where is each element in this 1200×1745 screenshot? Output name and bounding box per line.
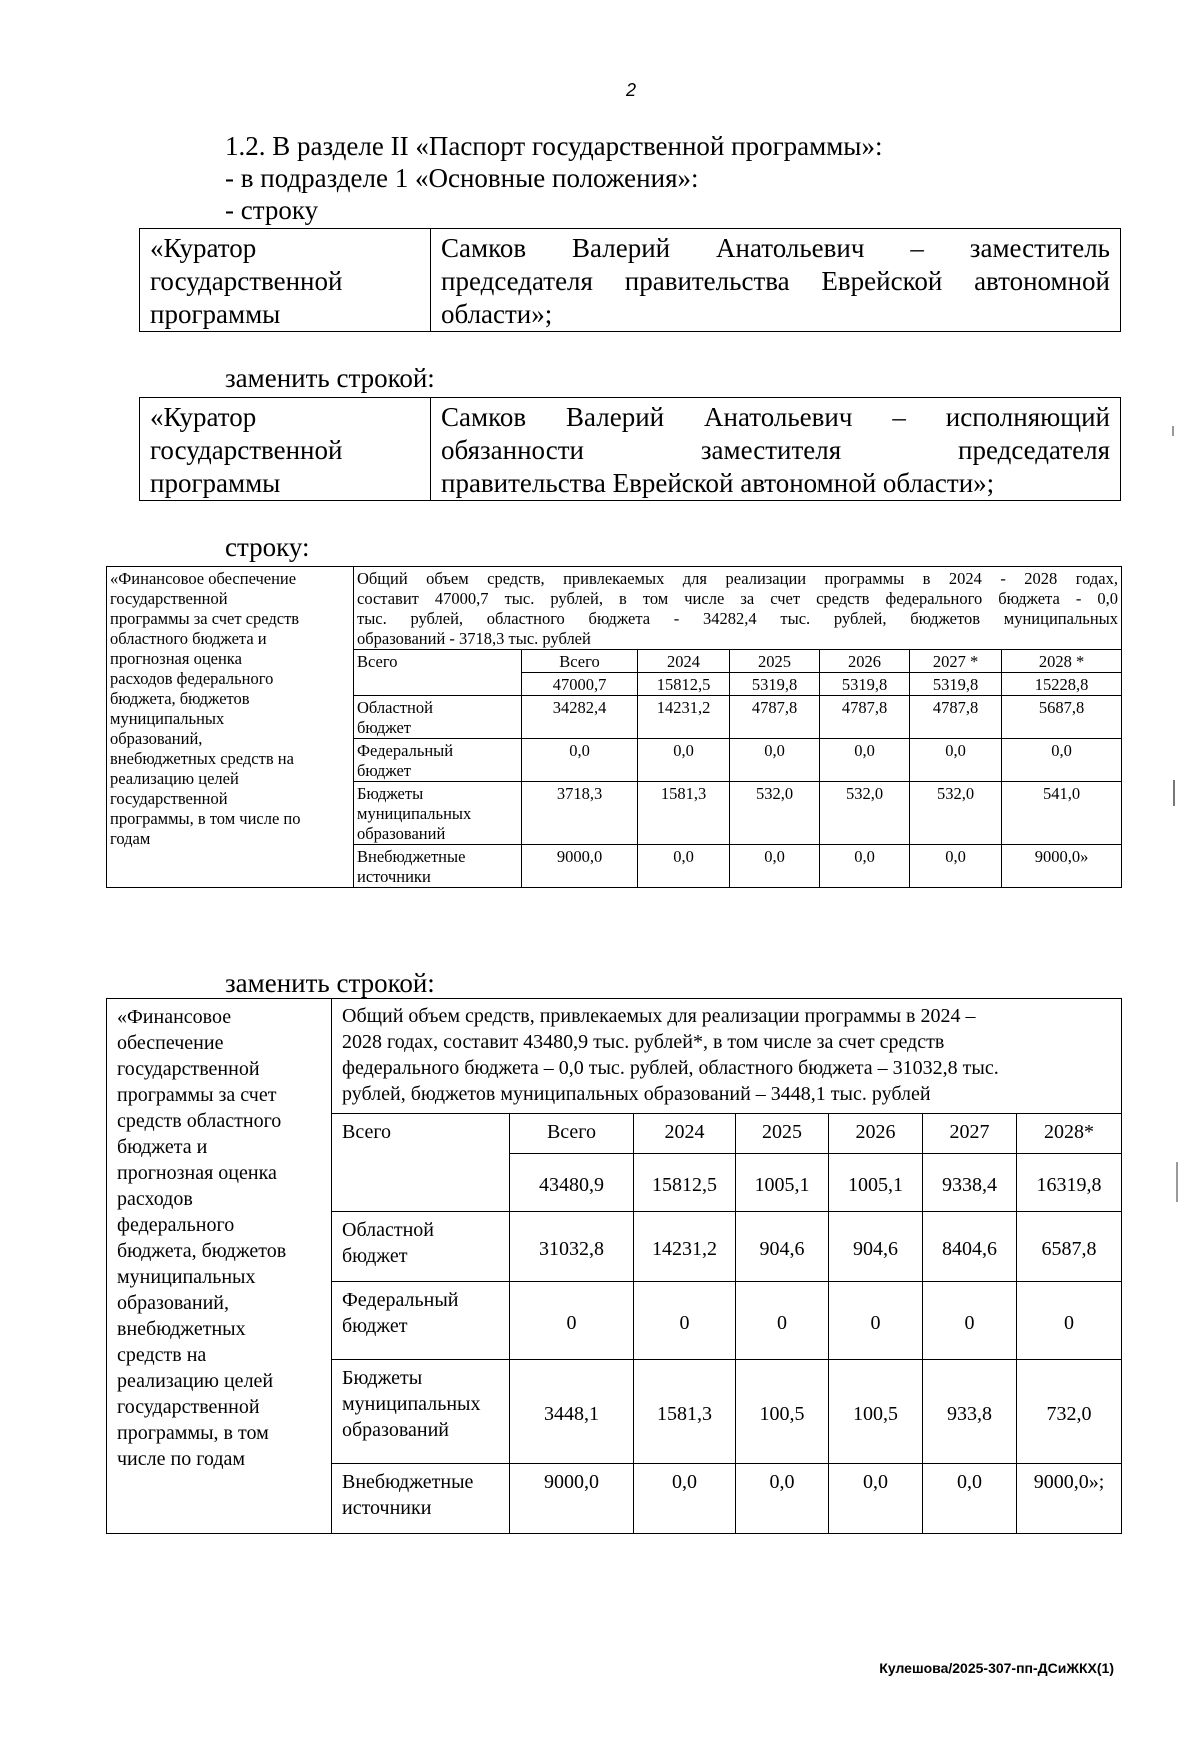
header-cell: 2027	[923, 1114, 1017, 1154]
value-cell: 0	[923, 1282, 1017, 1360]
row-label-cell: Областной бюджет	[332, 1212, 510, 1282]
page-number: 2	[626, 80, 637, 100]
value-cell: 1005,1	[736, 1154, 829, 1212]
row-label-cell: Федеральный бюджет	[354, 739, 522, 782]
header-cell: 2025	[730, 650, 820, 673]
header-cell: Всего	[332, 1114, 510, 1212]
value-cell: 3448,1	[510, 1360, 634, 1464]
value-cell: 1005,1	[829, 1154, 923, 1212]
value-cell: 541,0	[1002, 782, 1122, 845]
value-cell: 0,0	[820, 845, 910, 888]
value-cell: 532,0	[820, 782, 910, 845]
scan-mark	[1173, 780, 1175, 806]
header-cell: Всего	[510, 1114, 634, 1154]
value-cell: 9000,0	[522, 845, 638, 888]
value-cell: 0,0	[730, 739, 820, 782]
value-cell: 15812,5	[638, 673, 730, 696]
intro-line-1: 1.2. В разделе II «Паспорт государственной программы»:	[225, 131, 883, 161]
value-cell: 3718,3	[522, 782, 638, 845]
curator-new-table	[139, 397, 1121, 501]
value-cell: 0,0	[820, 739, 910, 782]
value-cell: 5319,8	[730, 673, 820, 696]
value-cell: 4787,8	[730, 696, 820, 739]
value-cell: 31032,8	[510, 1212, 634, 1282]
value-cell: 0,0	[829, 1464, 923, 1534]
value-cell: 16319,8	[1017, 1154, 1122, 1212]
header-cell: Всего	[354, 650, 522, 696]
value-cell: 0	[736, 1282, 829, 1360]
value-cell: 1581,3	[638, 782, 730, 845]
finance-new-label: «Финансовое обеспечение государственной программы за счет средств областного бюджета и прогнозная оценка расходов федерального бюджета, бюджетов муниципальных образований, внебюджетных средств на реализацию целей государственной программы, в том числе по годам	[107, 999, 332, 1534]
curator-old-table	[139, 228, 1121, 332]
finance-new-table	[106, 998, 1122, 1534]
value-cell: 100,5	[736, 1360, 829, 1464]
value-cell: 15812,5	[634, 1154, 736, 1212]
header-cell: 2027 *	[910, 650, 1002, 673]
header-cell: 2028*	[1017, 1114, 1122, 1154]
value-cell: 9000,0	[510, 1464, 634, 1534]
header-cell: 2024	[634, 1114, 736, 1154]
value-cell: 0,0	[634, 1464, 736, 1534]
value-cell: 9000,0»	[1002, 845, 1122, 888]
value-cell: 47000,7	[522, 673, 638, 696]
value-cell: 0,0	[736, 1464, 829, 1534]
header-cell: 2026	[829, 1114, 923, 1154]
value-cell: 100,5	[829, 1360, 923, 1464]
row-label: строку:	[225, 532, 310, 562]
value-cell: 9000,0»;	[1017, 1464, 1122, 1534]
footer-reference: Кулешова/2025-307-пп-ДСиЖКХ(1)	[879, 1660, 1114, 1676]
value-cell: 4787,8	[820, 696, 910, 739]
row-label-cell: Бюджеты муниципальных образований	[332, 1360, 510, 1464]
value-cell: 8404,6	[923, 1212, 1017, 1282]
header-cell: 2026	[820, 650, 910, 673]
finance-old-summary: Общий объем средств, привлекаемых для реализации программы в 2024 - 2028 годах, составит 47000,7 тыс. рублей, в том числе за счет средств федерального бюджета - 0,0 тыс. рублей, областного бюджета - 34282,4 тыс. рублей, бюджетов муниципальных образований - 3718,3 тыс. рублей	[354, 567, 1122, 650]
value-cell: 0,0	[1002, 739, 1122, 782]
row-label-cell: Федеральный бюджет	[332, 1282, 510, 1360]
value-cell: 1581,3	[634, 1360, 736, 1464]
curator-new-label: «Куратор государственной программы	[140, 398, 431, 501]
value-cell: 5319,8	[820, 673, 910, 696]
replace-label-1: заменить строкой:	[225, 363, 435, 393]
value-cell: 732,0	[1017, 1360, 1122, 1464]
row-label-cell: Бюджеты муниципальных образований	[354, 782, 522, 845]
value-cell: 0,0	[638, 739, 730, 782]
finance-old-label: «Финансовое обеспечение государственной программы за счет средств областного бюджета и прогнозная оценка расходов федерального бюджета, бюджетов муниципальных образований, внебюджетных средств на реализацию целей государственной программы, в том числе по годам	[107, 567, 354, 888]
row-label-cell: Внебюджетные источники	[332, 1464, 510, 1534]
replace-label-2: заменить строкой:	[225, 968, 435, 998]
scan-mark	[1176, 1162, 1178, 1202]
value-cell: 0	[1017, 1282, 1122, 1360]
header-cell: 2024	[638, 650, 730, 673]
value-cell: 0,0	[923, 1464, 1017, 1534]
value-cell: 532,0	[910, 782, 1002, 845]
curator-old-text: Самков Валерий Анатольевич – заместитель председателя правительства Еврейской автономной области»;	[431, 229, 1121, 332]
header-cell: 2028 *	[1002, 650, 1122, 673]
value-cell: 904,6	[829, 1212, 923, 1282]
value-cell: 34282,4	[522, 696, 638, 739]
intro-line-3: - строку	[225, 195, 319, 225]
header-cell: 2025	[736, 1114, 829, 1154]
row-label-cell: Областной бюджет	[354, 696, 522, 739]
value-cell: 0	[510, 1282, 634, 1360]
curator-new-text: Самков Валерий Анатольевич – исполняющий обязанности заместителя председателя правительства Еврейской автономной области»;	[431, 398, 1121, 501]
value-cell: 9338,4	[923, 1154, 1017, 1212]
value-cell: 14231,2	[638, 696, 730, 739]
value-cell: 904,6	[736, 1212, 829, 1282]
scan-mark	[1172, 426, 1174, 436]
value-cell: 0,0	[730, 845, 820, 888]
finance-new-summary: Общий объем средств, привлекаемых для реализации программы в 2024 – 2028 годах, составит 43480,9 тыс. рублей*, в том числе за счет средств федерального бюджета – 0,0 тыс. рублей, областного бюджета – 31032,8 тыс. рублей, бюджетов муниципальных образований – 3448,1 тыс. рублей	[332, 999, 1122, 1114]
value-cell: 5687,8	[1002, 696, 1122, 739]
value-cell: 43480,9	[510, 1154, 634, 1212]
value-cell: 532,0	[730, 782, 820, 845]
value-cell: 4787,8	[910, 696, 1002, 739]
value-cell: 14231,2	[634, 1212, 736, 1282]
value-cell: 0,0	[910, 845, 1002, 888]
row-label-cell: Внебюджетные источники	[354, 845, 522, 888]
value-cell: 6587,8	[1017, 1212, 1122, 1282]
header-cell: Всего	[522, 650, 638, 673]
value-cell: 0,0	[910, 739, 1002, 782]
value-cell: 933,8	[923, 1360, 1017, 1464]
intro-line-2: - в подразделе 1 «Основные положения»:	[225, 163, 699, 193]
value-cell: 5319,8	[910, 673, 1002, 696]
value-cell: 0	[829, 1282, 923, 1360]
value-cell: 0,0	[522, 739, 638, 782]
value-cell: 0,0	[638, 845, 730, 888]
value-cell: 15228,8	[1002, 673, 1122, 696]
finance-old-table	[106, 566, 1122, 888]
curator-old-label: «Куратор государственной программы	[140, 229, 431, 332]
value-cell: 0	[634, 1282, 736, 1360]
